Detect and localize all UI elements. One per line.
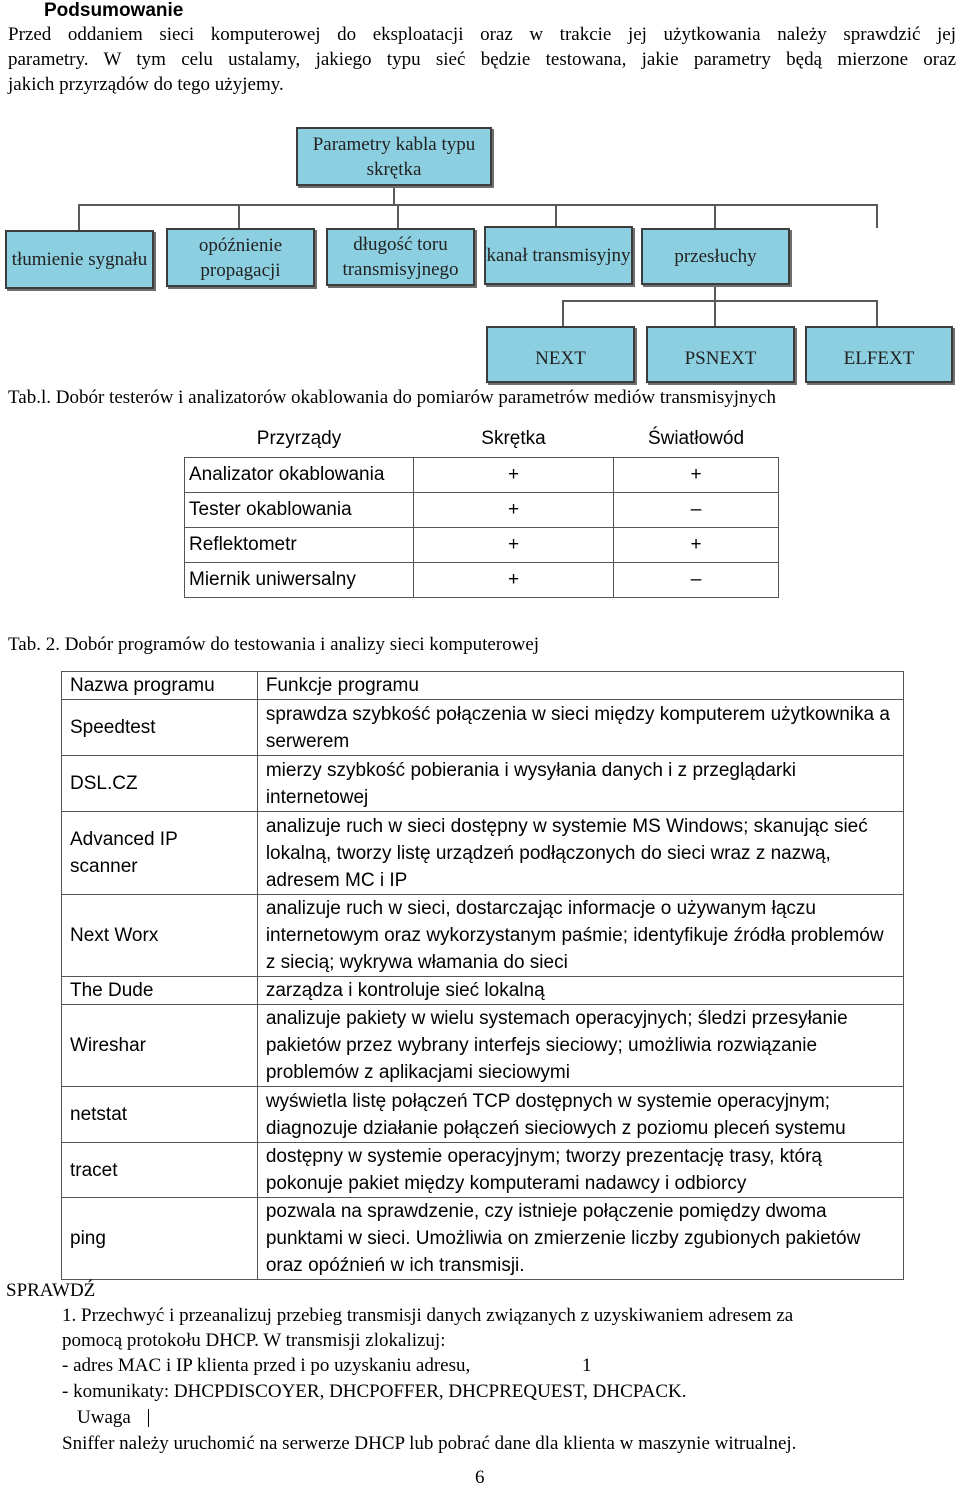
diagram-root-box: Parametry kabla typu skrętka bbox=[296, 127, 492, 186]
diagram-box-attenuation: tłumienie sygnału bbox=[5, 230, 154, 289]
table-header-cell: Przyrządy bbox=[185, 422, 414, 457]
table-row bbox=[185, 457, 779, 492]
program-function: analizuje ruch w sieci dostępny w systemie MS Windows; skanując sieć lokalną, tworzy listę urządzeń podłączonych do sieci wraz z nazwą, adresem MC i IP bbox=[257, 812, 903, 895]
programs-table bbox=[61, 671, 904, 1280]
connector-line bbox=[562, 300, 564, 326]
diagram-box-next: NEXT bbox=[486, 326, 635, 383]
table-cell: + bbox=[414, 562, 614, 597]
diagram-box-channel: kanał transmisyjny bbox=[484, 226, 633, 285]
program-function: dostępny w systemie operacyjnym; tworzy prezentację trasy, którą pokonuje pakiet między komputerami nadawcy i odbiorcy bbox=[257, 1143, 903, 1198]
check-item1-line2: pomocą protokołu DHCP. W transmisji zlokalizuj: bbox=[62, 1330, 446, 1351]
program-name: Wireshar bbox=[62, 1005, 258, 1087]
table-cell: + bbox=[414, 492, 614, 527]
table-cell: Miernik uniwersalny bbox=[185, 562, 414, 597]
program-function: analizuje pakiety w wielu systemach operacyjnych; śledzi przesyłanie pakietów przez wybrany interfejs sieciowy; umożliwia rozwiązanie problemów z aplikacjami sieciowymi bbox=[257, 1005, 903, 1087]
table-row bbox=[62, 756, 904, 812]
diagram-box-propagation-delay: opóźnienie propagacji bbox=[166, 228, 315, 287]
intro-line: Przed oddaniem sieci komputerowej do eksploatacji oraz w trakcie jej użytkowania należy sprawdzić jej bbox=[8, 24, 956, 45]
program-name: Advanced IP scanner bbox=[62, 812, 258, 895]
note-label: Uwaga bbox=[77, 1407, 131, 1428]
table-row bbox=[62, 1005, 904, 1087]
connector-line bbox=[78, 204, 80, 230]
table-row bbox=[62, 977, 904, 1005]
intro-line: parametry. W tym celu ustalamy, jakiego typu sieć będzie testowana, jakie parametry będą mierzone oraz bbox=[8, 49, 956, 70]
connector-line bbox=[238, 204, 240, 228]
diagram-box-psnext: PSNEXT bbox=[646, 326, 795, 383]
connector-line bbox=[393, 186, 395, 206]
connector-line bbox=[876, 204, 878, 228]
check-item1-line3: - adres MAC i IP klienta przed i po uzyskaniu adresu, bbox=[62, 1355, 471, 1376]
note-text: Sniffer należy uruchomić na serwerze DHCP lub pobrać dane dla klienta w maszynie witrualnej. bbox=[62, 1433, 797, 1454]
connector-line bbox=[714, 300, 716, 326]
program-function: zarządza i kontroluje sieć lokalną bbox=[257, 977, 903, 1005]
check-item1-line1: 1. Przechwyć i przeanalizuj przebieg transmisji danych związanych z uzyskiwaniem adresem za bbox=[62, 1305, 794, 1326]
table-cell: Reflektometr bbox=[185, 527, 414, 562]
table-cell: + bbox=[414, 527, 614, 562]
check-title: SPRAWDŹ bbox=[6, 1280, 96, 1301]
section-heading: Podsumowanie bbox=[44, 0, 184, 21]
program-name: tracet bbox=[62, 1143, 258, 1198]
check-item1-mark: 1 bbox=[582, 1355, 592, 1376]
table-cell: + bbox=[614, 457, 779, 492]
table-row bbox=[62, 1198, 904, 1280]
table-cell: Tester okablowania bbox=[185, 492, 414, 527]
connector-line bbox=[555, 204, 557, 226]
connector-line bbox=[714, 285, 716, 301]
diagram-box-crosstalk: przesłuchy bbox=[641, 228, 790, 285]
table-row bbox=[62, 1143, 904, 1198]
table1-caption: Tab.l. Dobór testerów i analizatorów okablowania do pomiarów parametrów mediów transmisyjnych bbox=[8, 387, 776, 408]
table-cell: + bbox=[614, 527, 779, 562]
table-row bbox=[185, 492, 779, 527]
connector-line bbox=[397, 204, 399, 228]
table-cell: – bbox=[614, 492, 779, 527]
program-function: wyświetla listę połączeń TCP dostępnych w systemie operacyjnym; diagnozuje działanie połączeń sieciowych z poziomu pleceń systemu bbox=[257, 1087, 903, 1143]
table-header-cell: Światłowód bbox=[614, 422, 779, 457]
table-row bbox=[185, 562, 779, 597]
diagram-box-elfext: ELFEXT bbox=[805, 326, 953, 383]
intro-paragraph bbox=[8, 22, 956, 97]
program-name: The Dude bbox=[62, 977, 258, 1005]
table-row bbox=[62, 895, 904, 977]
intro-line: jakich przyrządów do tego użyjemy. bbox=[8, 74, 284, 95]
program-function: analizuje ruch w sieci, dostarczając informacje o używanym łączu internetowym oraz wykorzystanym paśmie; identyfikuje źródła problemów z siecią; wykrywa włamania do sieci bbox=[257, 895, 903, 977]
table-header-cell: Funkcje programu bbox=[257, 672, 903, 700]
program-name: netstat bbox=[62, 1087, 258, 1143]
program-function: sprawdza szybkość połączenia w sieci między komputerem użytkownika a serwerem bbox=[257, 700, 903, 756]
program-name: DSL.CZ bbox=[62, 756, 258, 812]
table-row bbox=[62, 700, 904, 756]
page-number: 6 bbox=[475, 1467, 485, 1488]
diagram-box-path-length: długość toru transmisyjnego bbox=[326, 228, 475, 286]
program-name: ping bbox=[62, 1198, 258, 1280]
table-cell: – bbox=[614, 562, 779, 597]
table-row bbox=[62, 1087, 904, 1143]
check-item1-line4: - komunikaty: DHCPDISCOYER, DHCPOFFER, DHCPREQUEST, DHCPACK. bbox=[62, 1381, 687, 1402]
table-row bbox=[185, 527, 779, 562]
program-function: pozwala na sprawdzenie, czy istnieje połączenie pomiędzy dwoma punktami w sieci. Umożliwia on zmierzenie liczby zgubionych pakietów oraz opóźnień w ich transmisji. bbox=[257, 1198, 903, 1280]
table-row bbox=[62, 812, 904, 895]
table-header-cell: Nazwa programu bbox=[62, 672, 258, 700]
table2-caption: Tab. 2. Dobór programów do testowania i analizy sieci komputerowej bbox=[8, 634, 540, 655]
program-function: mierzy szybkość pobierania i wysyłania danych i z przeglądarki internetowej bbox=[257, 756, 903, 812]
table-header-row bbox=[185, 422, 779, 457]
connector-line bbox=[876, 300, 878, 326]
program-name: Speedtest bbox=[62, 700, 258, 756]
table-header-cell: Skrętka bbox=[414, 422, 614, 457]
text-cursor-mark bbox=[148, 1409, 149, 1427]
table-cell: + bbox=[414, 457, 614, 492]
table-cell: Analizator okablowania bbox=[185, 457, 414, 492]
connector-line bbox=[562, 300, 878, 302]
testers-table bbox=[184, 422, 779, 598]
program-name: Next Worx bbox=[62, 895, 258, 977]
connector-line bbox=[78, 204, 878, 206]
connector-line bbox=[714, 204, 716, 228]
table-header-row bbox=[62, 672, 904, 700]
